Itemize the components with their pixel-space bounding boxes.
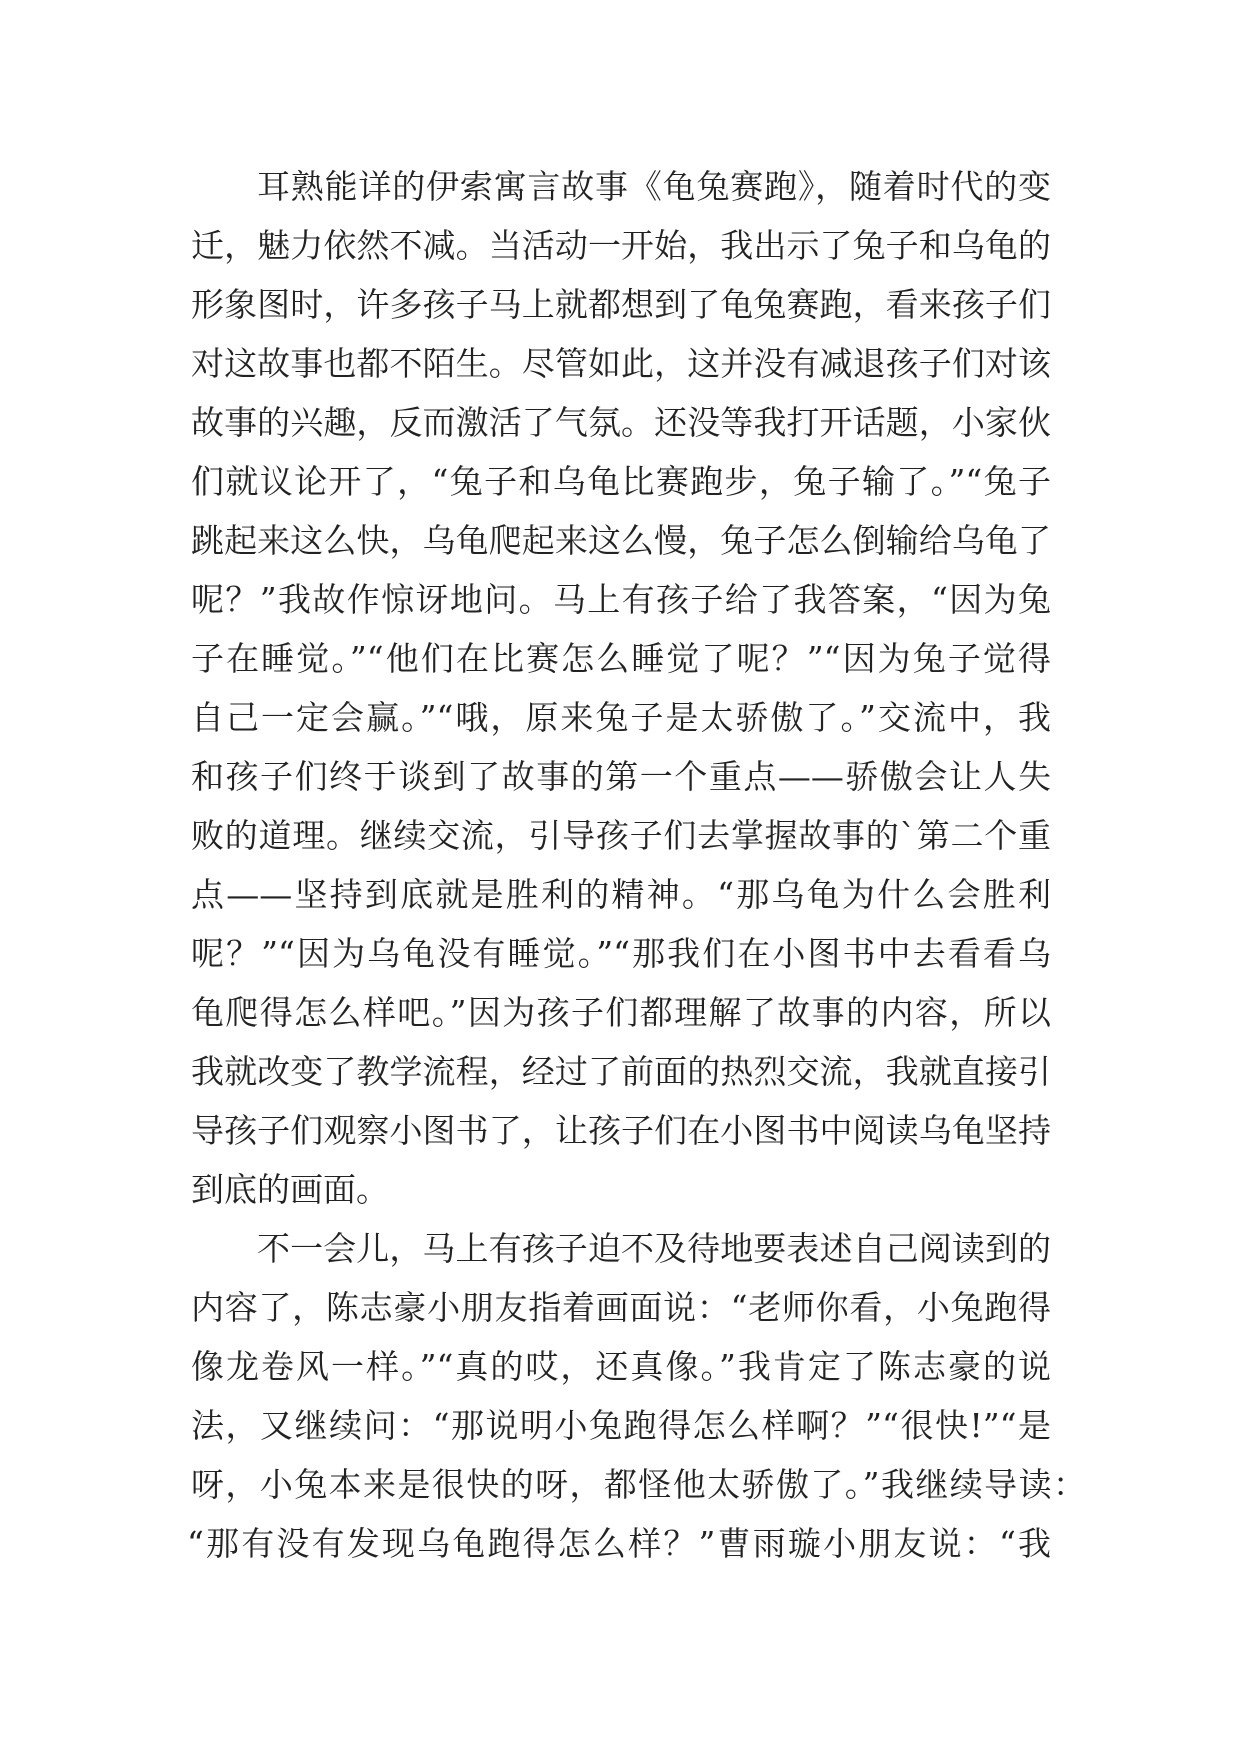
text-line: 故事的兴趣，反而激活了气氛。还没等我打开话题，小家伙 [191, 403, 1051, 442]
document-body [187, 157, 1086, 1573]
text-line: 们就议论开了，“兔子和乌龟比赛跑步，兔子输了。”“兔子 [191, 462, 1051, 501]
text-line: 对这故事也都不陌生。尽管如此，这并没有减退孩子们对该 [191, 344, 1051, 383]
text-line: 我就改变了教学流程，经过了前面的热烈交流，我就直接引 [191, 1052, 1051, 1091]
text-line: 像龙卷风一样。”“真的哎，还真像。”我肯定了陈志豪的说 [191, 1347, 1051, 1386]
text-line: 不一会儿，马上有孩子迫不及待地要表述自己阅读到的 [257, 1229, 1051, 1268]
text-line: 跳起来这么快，乌龟爬起来这么慢，兔子怎么倒输给乌龟了 [191, 521, 1051, 560]
text-line: 败的道理。继续交流，引导孩子们去掌握故事的`第二个重 [191, 816, 1051, 855]
text-line: 呢？”“因为乌龟没有睡觉。”“那我们在小图书中去看看乌 [191, 934, 1051, 973]
text-line: “那有没有发现乌龟跑得怎么样？”曹雨璇小朋友说：“我 [187, 1524, 1051, 1563]
text-line: 龟爬得怎么样吧。”因为孩子们都理解了故事的内容，所以 [191, 993, 1051, 1032]
text-line: 子在睡觉。”“他们在比赛怎么睡觉了呢？”“因为兔子觉得 [191, 639, 1051, 678]
text-line: 迁，魅力依然不减。当活动一开始，我出示了兔子和乌龟的 [191, 226, 1051, 265]
text-line: 耳熟能详的伊索寓言故事《龟兔赛跑》，随着时代的变 [257, 167, 1051, 206]
text-line: 点——坚持到底就是胜利的精神。“那乌龟为什么会胜利 [191, 875, 1051, 914]
text-line: 呀，小兔本来是很快的呀，都怪他太骄傲了。”我继续导读： [191, 1465, 1086, 1504]
text-line: 和孩子们终于谈到了故事的第一个重点——骄傲会让人失 [191, 757, 1051, 796]
paragraph-1 [191, 157, 1051, 1219]
text-line: 呢？”我故作惊讶地问。马上有孩子给了我答案，“因为兔 [191, 580, 1051, 619]
text-line: 到底的画面。 [191, 1170, 389, 1209]
text-line: 法，又继续问：“那说明小兔跑得怎么样啊？”“很快!”“是 [191, 1406, 1051, 1445]
paragraph-2 [187, 1219, 1086, 1573]
text-line: 自己一定会赢。”“哦，原来兔子是太骄傲了。”交流中，我 [191, 698, 1051, 737]
text-line: 形象图时，许多孩子马上就都想到了龟兔赛跑，看来孩子们 [191, 285, 1051, 324]
text-line: 导孩子们观察小图书了，让孩子们在小图书中阅读乌龟坚持 [191, 1111, 1051, 1150]
text-line: 内容了，陈志豪小朋友指着画面说：“老师你看，小兔跑得 [191, 1288, 1051, 1327]
